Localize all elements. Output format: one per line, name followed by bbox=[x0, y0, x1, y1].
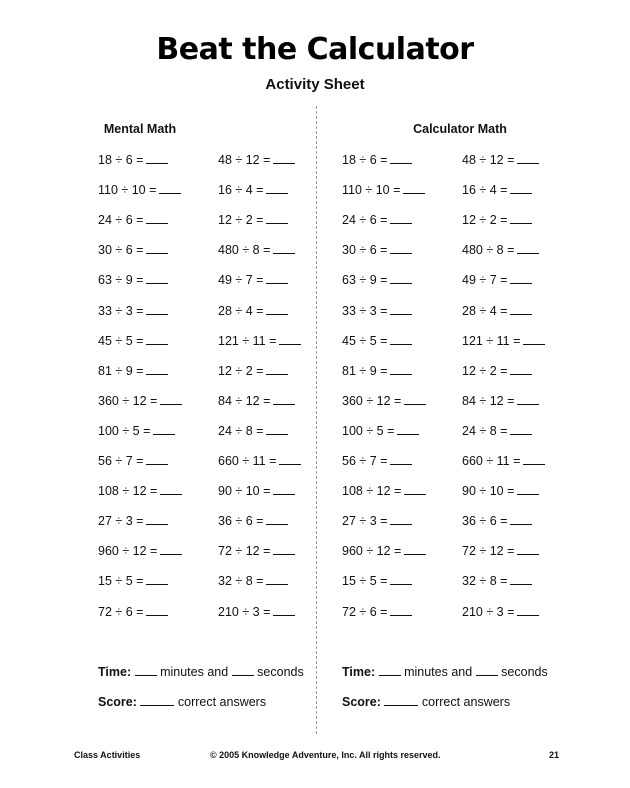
problem-text: 48 ÷ 12 = bbox=[218, 153, 271, 167]
answer-blank[interactable] bbox=[146, 604, 168, 616]
problem-text: 36 ÷ 6 = bbox=[462, 514, 508, 529]
problem-text: 110 ÷ 10 = bbox=[98, 183, 157, 198]
problem-text: 84 ÷ 12 = bbox=[462, 393, 515, 408]
problem-text: 960 ÷ 12 = bbox=[98, 544, 158, 559]
score-blank[interactable] bbox=[384, 694, 418, 706]
problem-text: 24 ÷ 6 = bbox=[342, 213, 388, 228]
problem bbox=[218, 363, 288, 379]
problem bbox=[218, 513, 288, 529]
problem-text: 210 ÷ 3 = bbox=[218, 604, 271, 619]
problem bbox=[462, 303, 532, 319]
problem-text: 24 ÷ 6 = bbox=[98, 213, 144, 228]
answer-blank[interactable] bbox=[523, 453, 545, 465]
answer-blank[interactable] bbox=[273, 242, 295, 254]
answer-blank[interactable] bbox=[390, 333, 412, 345]
answer-blank[interactable] bbox=[510, 423, 532, 435]
problem-text: 72 ÷ 6 = bbox=[342, 604, 388, 619]
problem-text: 24 ÷ 8 = bbox=[462, 423, 508, 438]
answer-blank[interactable] bbox=[517, 604, 539, 616]
problem-text: 32 ÷ 8 = bbox=[218, 574, 264, 589]
seconds-blank[interactable] bbox=[476, 664, 498, 676]
problem bbox=[342, 333, 412, 349]
answer-blank[interactable] bbox=[390, 212, 412, 224]
problem-text: 12 ÷ 2 = bbox=[462, 213, 508, 228]
answer-blank[interactable] bbox=[279, 333, 301, 345]
problem bbox=[98, 393, 182, 409]
problem bbox=[342, 393, 426, 409]
problem bbox=[98, 272, 168, 288]
problem-text: 24 ÷ 8 = bbox=[218, 423, 264, 438]
problem bbox=[342, 423, 419, 439]
answer-blank[interactable] bbox=[390, 604, 412, 616]
answer-blank[interactable] bbox=[517, 393, 539, 405]
page-title: Beat the Calculator bbox=[156, 32, 474, 67]
problem bbox=[98, 303, 168, 319]
problem-text: 110 ÷ 10 = bbox=[342, 183, 401, 198]
problem bbox=[98, 453, 168, 469]
answer-blank[interactable] bbox=[266, 182, 288, 194]
problem bbox=[342, 242, 412, 258]
answer-blank[interactable] bbox=[404, 483, 426, 495]
problem bbox=[462, 573, 532, 589]
answer-blank[interactable] bbox=[510, 212, 532, 224]
answer-blank[interactable] bbox=[266, 272, 288, 284]
time-line bbox=[98, 664, 304, 679]
problem bbox=[342, 453, 412, 469]
problem-text: 32 ÷ 8 = bbox=[462, 574, 508, 589]
answer-blank[interactable] bbox=[266, 212, 288, 224]
problem-text: 480 ÷ 8 = bbox=[462, 243, 515, 258]
problem bbox=[218, 453, 301, 469]
answer-blank[interactable] bbox=[273, 483, 295, 495]
problem bbox=[462, 182, 532, 198]
problem bbox=[218, 152, 295, 168]
score-text: correct answers bbox=[177, 695, 267, 709]
answer-blank[interactable] bbox=[404, 393, 426, 405]
problem bbox=[98, 212, 168, 228]
problem-text: 63 ÷ 9 = bbox=[342, 273, 388, 288]
problem-text: 45 ÷ 5 = bbox=[342, 333, 388, 348]
problem bbox=[98, 604, 168, 620]
problem-text: 72 ÷ 12 = bbox=[218, 544, 271, 559]
problem-text: 81 ÷ 9 = bbox=[342, 363, 388, 378]
problem bbox=[218, 604, 295, 620]
score-line bbox=[98, 694, 266, 709]
score-label: Score: bbox=[342, 695, 381, 709]
problem bbox=[462, 333, 545, 349]
problem bbox=[462, 483, 539, 499]
problem bbox=[342, 543, 426, 559]
answer-blank[interactable] bbox=[146, 573, 168, 585]
problem bbox=[218, 242, 295, 258]
answer-blank[interactable] bbox=[266, 303, 288, 315]
problem bbox=[462, 513, 532, 529]
problem-text: 28 ÷ 4 = bbox=[462, 303, 508, 318]
problem bbox=[462, 453, 545, 469]
problem-text: 210 ÷ 3 = bbox=[462, 604, 515, 619]
time-label: Time: bbox=[98, 665, 132, 679]
problem-text: 72 ÷ 12 = bbox=[462, 544, 515, 559]
problem bbox=[462, 393, 539, 409]
time-minutes-text: minutes and bbox=[160, 665, 229, 679]
answer-blank[interactable] bbox=[146, 272, 168, 284]
problem bbox=[98, 483, 182, 499]
footer-left: Class Activities bbox=[74, 750, 141, 760]
problem bbox=[218, 393, 295, 409]
answer-blank[interactable] bbox=[279, 453, 301, 465]
problem bbox=[342, 483, 426, 499]
problem-text: 90 ÷ 10 = bbox=[462, 484, 515, 499]
problem bbox=[462, 423, 532, 439]
problem bbox=[342, 303, 412, 319]
problem-text: 16 ÷ 4 = bbox=[218, 183, 264, 198]
answer-blank[interactable] bbox=[510, 513, 532, 525]
problem-text: 108 ÷ 12 = bbox=[342, 484, 402, 499]
problem bbox=[98, 242, 168, 258]
problem bbox=[218, 333, 301, 349]
problem-text: 36 ÷ 6 = bbox=[218, 514, 264, 529]
problem bbox=[342, 212, 412, 228]
time-line bbox=[342, 664, 548, 679]
score-line bbox=[342, 694, 510, 709]
problem-text: 90 ÷ 10 = bbox=[218, 484, 271, 499]
problem bbox=[462, 242, 539, 258]
problem-text: 360 ÷ 12 = bbox=[98, 393, 158, 408]
problem bbox=[218, 212, 288, 228]
problem-text: 56 ÷ 7 = bbox=[98, 454, 144, 468]
problem-text: 960 ÷ 12 = bbox=[342, 544, 402, 559]
problem-text: 27 ÷ 3 = bbox=[98, 514, 144, 529]
answer-blank[interactable] bbox=[510, 272, 532, 284]
problem-text: 28 ÷ 4 = bbox=[218, 303, 264, 318]
problem-text: 121 ÷ 11 = bbox=[218, 333, 277, 348]
time-minutes-text: minutes and bbox=[404, 665, 473, 679]
footer-page-number: 21 bbox=[549, 750, 560, 760]
answer-blank[interactable] bbox=[266, 573, 288, 585]
problem bbox=[98, 543, 182, 559]
answer-blank[interactable] bbox=[146, 513, 168, 525]
answer-blank[interactable] bbox=[404, 543, 426, 555]
answer-blank[interactable] bbox=[146, 363, 168, 375]
answer-blank[interactable] bbox=[266, 423, 288, 435]
problem bbox=[462, 152, 539, 168]
problem-text: 15 ÷ 5 = bbox=[98, 574, 144, 589]
answer-blank[interactable] bbox=[146, 212, 168, 224]
answer-blank[interactable] bbox=[517, 242, 539, 254]
answer-blank[interactable] bbox=[160, 483, 182, 495]
answer-blank[interactable] bbox=[397, 423, 419, 435]
score-label: Score: bbox=[98, 695, 137, 709]
problem bbox=[342, 604, 412, 620]
problem-text: 33 ÷ 3 = bbox=[98, 303, 144, 318]
problem bbox=[98, 573, 168, 589]
answer-blank[interactable] bbox=[390, 152, 412, 164]
answer-blank[interactable] bbox=[146, 453, 168, 465]
problem bbox=[218, 303, 288, 319]
answer-blank[interactable] bbox=[510, 182, 532, 194]
minutes-blank[interactable] bbox=[135, 664, 157, 676]
answer-blank[interactable] bbox=[390, 573, 412, 585]
problem-text: 45 ÷ 5 = bbox=[98, 333, 144, 348]
answer-blank[interactable] bbox=[390, 453, 412, 465]
answer-blank[interactable] bbox=[390, 363, 412, 375]
column-heading: Mental Math bbox=[103, 122, 177, 136]
answer-blank[interactable] bbox=[403, 182, 425, 194]
column-heading: Calculator Math bbox=[413, 122, 507, 136]
problem-text: 56 ÷ 7 = bbox=[342, 454, 388, 468]
time-label: Time: bbox=[342, 665, 376, 679]
answer-blank[interactable] bbox=[273, 604, 295, 616]
problem-text: 49 ÷ 7 = bbox=[218, 273, 264, 288]
answer-blank[interactable] bbox=[273, 152, 295, 164]
problem-text: 72 ÷ 6 = bbox=[98, 604, 144, 619]
problem bbox=[218, 573, 288, 589]
problem bbox=[218, 483, 295, 499]
problem-text: 660 ÷ 11 = bbox=[218, 454, 277, 468]
problem bbox=[98, 513, 168, 529]
time-seconds-text: seconds bbox=[257, 665, 304, 679]
time-seconds-text: seconds bbox=[501, 665, 548, 679]
answer-blank[interactable] bbox=[390, 242, 412, 254]
problem-text: 108 ÷ 12 = bbox=[98, 484, 158, 499]
problem bbox=[218, 543, 295, 559]
problem-text: 30 ÷ 6 = bbox=[342, 243, 388, 258]
problem bbox=[342, 573, 412, 589]
answer-blank[interactable] bbox=[266, 513, 288, 525]
answer-blank[interactable] bbox=[273, 543, 295, 555]
answer-blank[interactable] bbox=[146, 303, 168, 315]
problem bbox=[98, 333, 168, 349]
problem-text: 16 ÷ 4 = bbox=[462, 183, 508, 198]
footer-copyright: © 2005 Knowledge Adventure, Inc. All rights reserved. bbox=[210, 750, 441, 760]
problem bbox=[218, 423, 288, 439]
answer-blank[interactable] bbox=[273, 393, 295, 405]
problem-text: 18 ÷ 6 = bbox=[98, 153, 144, 167]
answer-blank[interactable] bbox=[160, 393, 182, 405]
problem-text: 100 ÷ 5 = bbox=[98, 423, 151, 438]
answer-blank[interactable] bbox=[146, 333, 168, 345]
problem-text: 480 ÷ 8 = bbox=[218, 243, 271, 258]
page-subtitle: Activity Sheet bbox=[265, 76, 365, 93]
answer-blank[interactable] bbox=[517, 483, 539, 495]
problem-text: 12 ÷ 2 = bbox=[462, 363, 508, 378]
problem bbox=[218, 272, 288, 288]
problem-text: 63 ÷ 9 = bbox=[98, 273, 144, 288]
problem-text: 100 ÷ 5 = bbox=[342, 423, 395, 438]
problem-text: 81 ÷ 9 = bbox=[98, 363, 144, 378]
problem bbox=[342, 513, 412, 529]
answer-blank[interactable] bbox=[523, 333, 545, 345]
problem-text: 49 ÷ 7 = bbox=[462, 273, 508, 288]
problem-text: 84 ÷ 12 = bbox=[218, 393, 271, 408]
problem bbox=[462, 363, 532, 379]
answer-blank[interactable] bbox=[266, 363, 288, 375]
problem bbox=[462, 212, 532, 228]
problem bbox=[342, 152, 412, 168]
problem-text: 12 ÷ 2 = bbox=[218, 213, 264, 228]
problem-text: 660 ÷ 11 = bbox=[462, 454, 521, 468]
problem bbox=[98, 152, 168, 168]
problem-text: 27 ÷ 3 = bbox=[342, 514, 388, 529]
answer-blank[interactable] bbox=[153, 423, 175, 435]
problem bbox=[342, 182, 425, 198]
problem-text: 15 ÷ 5 = bbox=[342, 574, 388, 589]
problem bbox=[98, 423, 175, 439]
problem bbox=[218, 182, 288, 198]
score-blank[interactable] bbox=[140, 694, 174, 706]
problem-text: 30 ÷ 6 = bbox=[98, 243, 144, 258]
problem bbox=[342, 272, 412, 288]
answer-blank[interactable] bbox=[146, 242, 168, 254]
problem-text: 33 ÷ 3 = bbox=[342, 303, 388, 318]
problem-text: 121 ÷ 11 = bbox=[462, 333, 521, 348]
answer-blank[interactable] bbox=[390, 272, 412, 284]
answer-blank[interactable] bbox=[517, 152, 539, 164]
problem-text: 18 ÷ 6 = bbox=[342, 153, 388, 167]
answer-blank[interactable] bbox=[510, 303, 532, 315]
problem bbox=[342, 363, 412, 379]
problem bbox=[98, 363, 168, 379]
problem bbox=[462, 604, 539, 620]
answer-blank[interactable] bbox=[517, 543, 539, 555]
problem-text: 48 ÷ 12 = bbox=[462, 153, 515, 167]
problem bbox=[462, 272, 532, 288]
answer-blank[interactable] bbox=[510, 363, 532, 375]
answer-blank[interactable] bbox=[159, 182, 181, 194]
minutes-blank[interactable] bbox=[379, 664, 401, 676]
score-text: correct answers bbox=[421, 695, 511, 709]
answer-blank[interactable] bbox=[510, 573, 532, 585]
answer-blank[interactable] bbox=[146, 152, 168, 164]
answer-blank[interactable] bbox=[160, 543, 182, 555]
seconds-blank[interactable] bbox=[232, 664, 254, 676]
problem bbox=[98, 182, 181, 198]
answer-blank[interactable] bbox=[390, 303, 412, 315]
problem bbox=[462, 543, 539, 559]
problem-text: 360 ÷ 12 = bbox=[342, 393, 402, 408]
answer-blank[interactable] bbox=[390, 513, 412, 525]
dashed-divider bbox=[316, 106, 317, 734]
problem-text: 12 ÷ 2 = bbox=[218, 363, 264, 378]
